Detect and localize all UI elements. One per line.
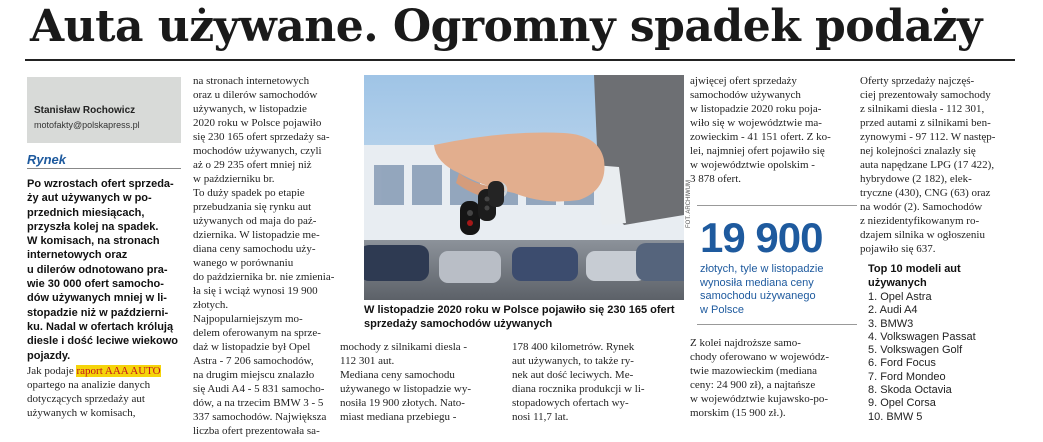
body-line: ciej prezentowały samochody <box>860 89 991 101</box>
body-line: mochody z silnikami diesla - <box>340 341 468 353</box>
author-email[interactable]: motofakty@polskapress.pl <box>34 120 140 130</box>
body-line: Z kolei najdroższe samo- <box>690 337 801 349</box>
list-item: 5. Volkswagen Golf <box>868 344 963 357</box>
body-line: chody oferowano w wojewódz- <box>690 351 829 363</box>
photo-caption <box>364 303 694 331</box>
body-line: tryczne (430), CNG (63) oraz <box>860 187 991 199</box>
body-line: morskim (15 900 zł.). <box>690 407 786 419</box>
body-line: miast mediana przebiegu - <box>340 411 457 423</box>
photo-credit: FOT. ARCHIWUM <box>686 180 692 228</box>
body-line: wanego w porównaniu <box>193 257 294 269</box>
list-item: 7. Ford Mondeo <box>868 370 946 383</box>
body-line: w październiku br. <box>193 173 275 185</box>
body-line: z silnikami diesla - 112 301, <box>860 103 985 115</box>
body-line: twie mazowieckim (mediana <box>690 365 818 377</box>
body-line: nek aut dość leciwych. Me- <box>512 369 634 381</box>
lead-line: wie 30 000 ofert samocho- <box>27 278 164 291</box>
author-name: Stanisław Rochowicz <box>34 105 136 116</box>
stat-rule-top <box>697 205 857 206</box>
body-line: hybrydowe (2 182), elek- <box>860 173 972 185</box>
stat-rule-bottom <box>697 324 857 325</box>
body-line: mochodów używanych, czyli <box>193 145 322 157</box>
lead-line: Po wzrostach ofert sprzeda- <box>27 178 174 190</box>
body-line: używanych od maja do paź- <box>193 215 317 227</box>
body-line: używanych w komisach, <box>27 407 136 419</box>
lead-line: internetowych oraz <box>27 249 128 262</box>
section-rule <box>27 168 181 169</box>
body-line: w listopadzie 2020 roku poja- <box>690 103 822 115</box>
body-line: Mediana ceny samochodu <box>340 369 455 381</box>
caption-line: sprzedaży samochodów używanych <box>364 318 553 330</box>
body-line: opartego na analizie danych <box>27 379 151 391</box>
body-line: lei, najmniej ofert pojawiło się <box>690 145 825 157</box>
body-line: 178 400 kilometrów. Rynek <box>512 341 635 353</box>
body-line: z niezidentyfikowanym ro- <box>860 215 980 227</box>
body-line: się 230 165 ofert sprzedaży sa- <box>193 131 330 143</box>
top10-title-line: Top 10 modeli aut <box>868 263 961 275</box>
body-line: Astra - 7 206 samochodów, <box>193 355 314 367</box>
body-line: delem oferowanym na sprze- <box>193 327 321 339</box>
stat-description <box>700 263 870 317</box>
list-item: 10. BMW 5 <box>868 410 923 423</box>
body-column-2 <box>193 74 350 438</box>
body-line: 337 samochodów. Największa <box>193 411 327 423</box>
lead-line: W komisach, na stronach <box>27 235 160 248</box>
body-line: do października br. nie zmienia- <box>193 271 335 283</box>
body-line: diana ceny samochodu uży- <box>193 243 316 255</box>
body-line: Jak podaje raport AAA AUTO <box>27 365 161 377</box>
headline: Auta używane. Ogromny spadek podaży <box>30 1 982 52</box>
body-line: w województwie kujawsko-po- <box>690 393 829 405</box>
list-item: 1. Opel Astra <box>868 291 932 303</box>
lead-line: pojazdy. <box>27 349 71 362</box>
body-column-5 <box>690 74 860 186</box>
body-line: auta napędzane LPG (17 422), <box>860 159 995 171</box>
body-line: Najpopularniejszym mo- <box>193 313 303 325</box>
article-photo <box>364 75 684 300</box>
stat-value: 19 900 <box>700 214 823 261</box>
lead-line: przednich miesiącach, <box>27 206 145 219</box>
body-line: ceny: 24 900 zł), a najtańsze <box>690 379 816 391</box>
body-line: oraz u dilerów samochodów <box>193 89 318 101</box>
body-line: przebudzania się rynku aut <box>193 201 312 213</box>
body-line: używanych, w listopadzie <box>193 103 307 115</box>
body-line: nej kolejności znalazły się <box>860 145 976 157</box>
body-line: nosi 11,7 lat. <box>512 411 569 423</box>
lead-line: przyszła kolej na spadek. <box>27 220 159 233</box>
body-line: w województwie opolskim - <box>690 159 815 171</box>
body-line: dziernika. W listopadzie me- <box>193 229 320 241</box>
body-line: 112 301 aut. <box>340 355 395 367</box>
body-line: dotyczących sprzedaży aut <box>27 393 145 405</box>
body-line: ajwięcej ofert sprzedaży <box>690 75 797 87</box>
caption-line: W listopadzie 2020 roku w Polsce pojawiło się 230 165 ofert <box>364 304 675 316</box>
author-box <box>27 77 181 143</box>
stat-line: w Polsce <box>700 303 745 316</box>
body-line: pojawiło się 637. <box>860 243 936 255</box>
list-item: 8. Skoda Octavia <box>868 384 952 397</box>
body-line: aż o 29 235 ofert mniej niż <box>193 159 312 171</box>
body-line: diana rocznika produkcji w li- <box>512 383 645 395</box>
body-line: aut używanych, to także ry- <box>512 355 634 367</box>
list-item: 6. Ford Focus <box>868 357 936 370</box>
body-line: 2020 roku w Polsce pojawiło <box>193 117 322 129</box>
body-line: na stronach internetowych <box>193 75 310 87</box>
body-line: daż w listopadzie był Opel <box>193 341 311 353</box>
list-item: 9. Opel Corsa <box>868 397 936 410</box>
list-item: 2. Audi A4 <box>868 304 918 317</box>
top10-title-line: używanych <box>868 276 927 289</box>
list-item: 3. BMW3 <box>868 317 914 330</box>
body-column-6 <box>690 336 860 420</box>
body-line: złotych. <box>193 299 229 311</box>
lead-line: u dilerów odnotowano pra- <box>27 263 168 276</box>
list-item: 4. Volkswagen Passat <box>868 330 976 343</box>
body-line: dów, a na trzecim BMW 3 - 5 <box>193 397 324 409</box>
body-line: samochodów używanych <box>690 89 801 101</box>
section-label: Rynek <box>27 152 67 167</box>
body-line: Oferty sprzedaży najczęś- <box>860 75 975 87</box>
body-line: zowieckim - 41 151 ofert. Z ko- <box>690 131 831 143</box>
body-line: 3 878 ofert. <box>690 173 742 185</box>
stat-line: samochodu używanego <box>700 290 816 302</box>
lead-line: ży aut używanych w po- <box>27 192 152 205</box>
body-line: przed autami z silnikami ben- <box>860 117 991 129</box>
body-line: dzajem silnika w ogłoszeniu <box>860 229 985 241</box>
top10-title <box>868 263 1018 290</box>
body-line: liczba ofert prezentowała sa- <box>193 425 320 437</box>
lead-line: stopadzie niż w październi- <box>27 306 169 319</box>
stat-line: wynosiła mediana ceny <box>700 276 814 289</box>
body-column-7 <box>860 74 1028 256</box>
body-column-4 <box>512 340 692 424</box>
headline-rule <box>25 59 1015 61</box>
body-line: używanego w listopadzie wy- <box>340 383 472 395</box>
body-line: nosiła 19 900 złotych. Nato- <box>340 397 465 409</box>
lead-line: ku. Nadal w ofertach królują <box>27 320 174 333</box>
report-link[interactable]: raport AAA AUTO <box>76 365 161 377</box>
body-line: zynowymi - 97 112. W następ- <box>860 131 996 143</box>
stat-line: złotych, tyle w listopadzie <box>700 263 824 275</box>
body-line: na drugim miejscu znalazło <box>193 369 315 381</box>
top10-list <box>868 291 1018 424</box>
body-line: się Audi A4 - 5 831 samocho- <box>193 383 325 395</box>
body-line: wiło się w województwie ma- <box>690 117 822 129</box>
body-line: stopadowych ofertach wy- <box>512 397 629 409</box>
body-column-3 <box>340 340 510 424</box>
body-line: ła się i wciąż wynosi 19 900 <box>193 285 318 297</box>
lead-paragraph <box>27 177 181 363</box>
lead-line: diesle i dość leciwe wiekowo <box>27 335 179 348</box>
body-line: na wodór (2). Samochodów <box>860 201 983 213</box>
body-line: To duży spadek po etapie <box>193 187 305 199</box>
lead-line: dów używanych mniej w li- <box>27 292 167 305</box>
body-column-1 <box>27 364 181 420</box>
